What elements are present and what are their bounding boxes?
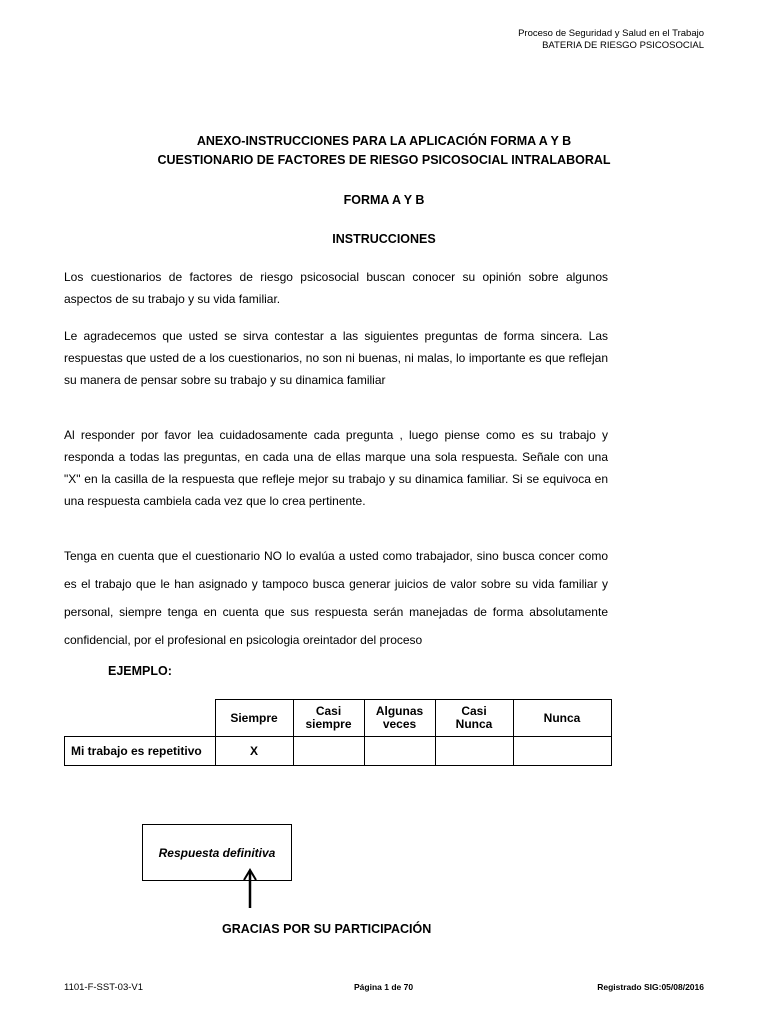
footer-document-code: 1101-F-SST-03-V1 [64,982,144,993]
form-heading: FORMA A Y B [343,193,425,207]
paragraph-how-to-answer: Al responder por favor lea cuidadosamente cada pregunta , luego piense como es su trabajo y responda a todas las preguntas, en cada una de ellas marque una sola respuesta. Señale con una "X" en la casilla de la respuesta que refleje mejor su trabajo y su dinamica familiar. Si se equivoca en una respuesta cambiela cada vez que lo crea pertinente. [64,428,608,508]
example-label: EJEMPLO: [108,664,172,678]
example-table [64,699,612,766]
paragraph-confidentiality: Tenga en cuenta que el cuestionario NO lo evalúa a usted como trabajador, sino busca concer como es el trabajo que le han asignado y tampoco busca generar juicios de valor sobre su vida familiar y personal, siempre tenga en cuenta que sus respuesta serán manejadas de forma absolutamente confidencial, por el profesional en psicologia oreintador del proceso [64,549,608,647]
paragraph-intro: Los cuestionarios de factores de riesgo psicosocial buscan conocer su opinión sobre algunos aspectos de su trabajo y su vida familiar. [64,270,608,306]
page-header [518,28,704,52]
answer-cell-nunca [513,737,611,766]
footer-registration-date: Registrado SIG:05/08/2016 [597,982,704,992]
column-header-casi-nunca: Casi Nunca [435,700,513,737]
row-label: Mi trabajo es repetitivo [65,737,216,766]
thanks-message: GRACIAS POR SU PARTICIPACIÓN [222,922,432,936]
header-process: Proceso de Seguridad y Salud en el Trabajo [518,28,704,39]
column-header-siempre: Siempre [215,700,293,737]
table-row [65,737,612,766]
column-header-algunas-veces: Algunas veces [364,700,435,737]
example-table-header-row [65,700,612,737]
answer-box-label: Respuesta definitiva [158,845,276,860]
column-header-casi-siempre: Casi siempre [293,700,364,737]
answer-cell-casi-nunca [435,737,513,766]
paragraph-thanks-sincere: Le agradecemos que usted se sirva contestar a las siguientes preguntas de forma sincera. Las respuestas que usted de a los cuestionarios, no son ni buenas, ni malas, lo importante es que reflejan su manera de pensar sobre su trabajo y su dinamica familiar [64,329,608,387]
document-title: ANEXO-INSTRUCCIONES PARA LA APLICACIÓN FORMA A Y B [196,134,572,148]
document-subtitle: CUESTIONARIO DE FACTORES DE RIESGO PSICOSOCIAL INTRALABORAL [157,153,611,167]
answer-cell-siempre: X [215,737,293,766]
answer-cell-algunas-veces [364,737,435,766]
answer-cell-casi-siempre [293,737,364,766]
column-header-nunca: Nunca [513,700,611,737]
arrow-up-icon [240,868,260,910]
table-corner-cell [65,700,216,737]
answer-box [142,824,292,881]
header-battery: BATERIA DE RIESGO PSICOSOCIAL [542,40,704,51]
footer-page-number: Página 1 de 70 [354,982,414,992]
instructions-heading: INSTRUCCIONES [332,232,436,246]
